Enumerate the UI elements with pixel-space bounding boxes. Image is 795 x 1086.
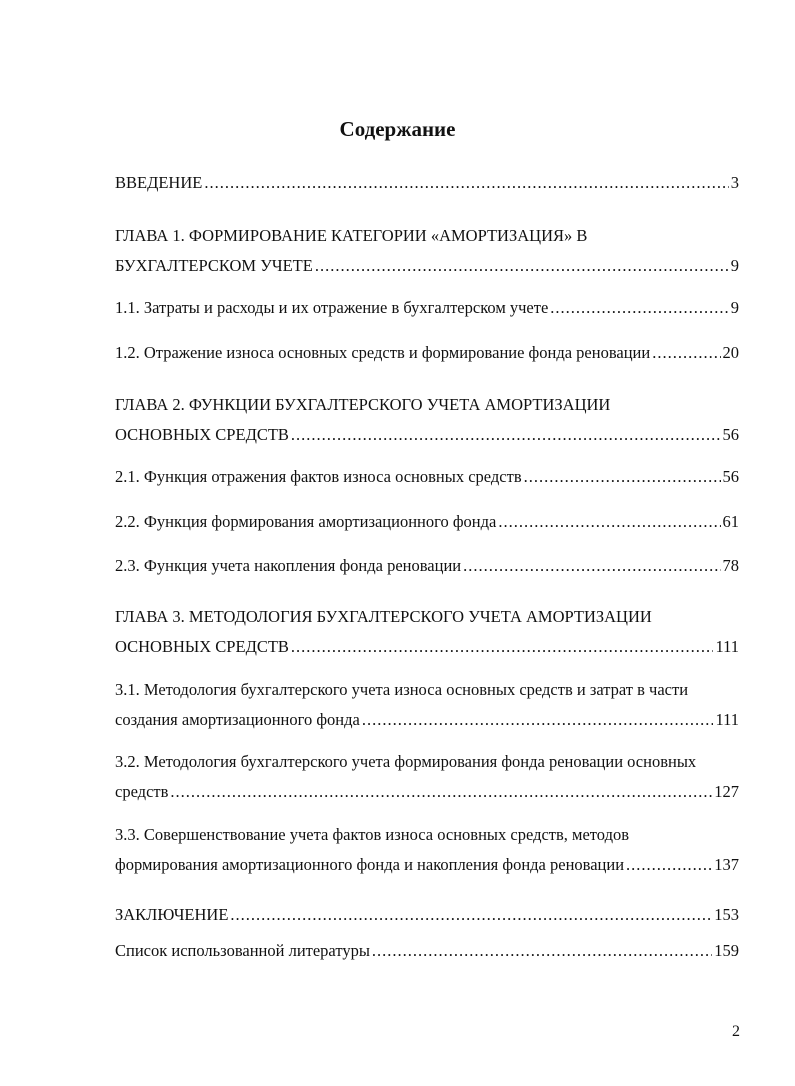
toc-page-number: 111 — [715, 710, 739, 729]
toc-page-number: 159 — [714, 941, 739, 960]
toc-entry-bibliography[interactable] — [115, 941, 739, 961]
toc-entry-text: 2.1. Функция отражения фактов износа основных средств — [115, 467, 522, 486]
toc-entry-text: формирования амортизационного фонда и накопления фонда реновации — [115, 855, 625, 874]
dot-leader — [652, 343, 720, 363]
dot-leader — [362, 710, 714, 730]
toc-line — [115, 425, 739, 445]
toc-page-number: 111 — [715, 637, 739, 656]
toc-page-number: 153 — [714, 905, 739, 924]
toc-page-number: 9 — [730, 256, 739, 275]
toc-entry-chapter-2[interactable] — [115, 395, 739, 445]
toc-entry-section-2-2[interactable] — [115, 512, 739, 532]
toc-line — [115, 637, 739, 657]
toc-entry-text: БУХГАЛТЕРСКОМ УЧЕТЕ — [115, 256, 313, 275]
toc-line — [115, 905, 739, 925]
toc-entry-text: 1.2. Отражение износа основных средств и формирование фонда реновации — [115, 343, 651, 362]
toc-entry-text: 3.2. Методология бухгалтерского учета формирования фонда реновации основных — [115, 752, 697, 771]
toc-page-number: 9 — [730, 298, 739, 317]
toc-line — [115, 855, 739, 875]
dot-leader — [463, 556, 720, 576]
toc-line — [115, 941, 739, 961]
toc-line — [115, 752, 739, 772]
toc-entry-text: ГЛАВА 3. МЕТОДОЛОГИЯ БУХГАЛТЕРСКОГО УЧЕТА АМОРТИЗАЦИИ — [115, 607, 652, 626]
toc-entry-text: ОСНОВНЫХ СРЕДСТВ — [115, 425, 289, 444]
dot-leader — [204, 173, 728, 193]
dot-leader — [170, 782, 712, 802]
toc-entry-text: 2.3. Функция учета накопления фонда реновации — [115, 556, 462, 575]
toc-entry-chapter-3[interactable] — [115, 607, 739, 657]
toc-entry-chapter-1[interactable] — [115, 226, 739, 276]
toc-page-number: 56 — [722, 425, 739, 444]
dot-leader — [626, 855, 712, 875]
toc-entry-conclusion[interactable] — [115, 905, 739, 925]
toc-entry-text: 3.3. Совершенствование учета фактов износа основных средств, методов — [115, 825, 630, 844]
dot-leader — [372, 941, 712, 961]
dot-leader — [291, 425, 721, 445]
toc-entry-text: 2.2. Функция формирования амортизационного фонда — [115, 512, 497, 531]
toc-line — [115, 226, 739, 246]
toc-entry-section-2-1[interactable] — [115, 467, 739, 487]
toc-entry-text: ГЛАВА 1. ФОРМИРОВАНИЕ КАТЕГОРИИ «АМОРТИЗАЦИЯ» В — [115, 226, 588, 245]
toc-entry-text: создания амортизационного фонда — [115, 710, 360, 729]
toc-line — [115, 395, 739, 415]
dot-leader — [550, 298, 728, 318]
toc-entry-text: ГЛАВА 2. ФУНКЦИИ БУХГАЛТЕРСКОГО УЧЕТА АМОРТИЗАЦИИ — [115, 395, 611, 414]
toc-page-number: 137 — [714, 855, 739, 874]
toc-line — [115, 710, 739, 730]
dot-leader — [291, 637, 714, 657]
toc-line — [115, 256, 739, 276]
toc-line — [115, 607, 739, 627]
toc-line — [115, 298, 739, 318]
toc-line — [115, 556, 739, 576]
toc-entry-text: 1.1. Затраты и расходы и их отражение в бухгалтерском учете — [115, 298, 549, 317]
toc-line — [115, 680, 739, 700]
toc-entry-text: ОСНОВНЫХ СРЕДСТВ — [115, 637, 289, 656]
toc-entry-text: средств — [115, 782, 169, 801]
toc-line — [115, 782, 739, 802]
toc-entry-section-1-1[interactable] — [115, 298, 739, 318]
dot-leader — [524, 467, 721, 487]
toc-page-number: 78 — [722, 556, 739, 575]
dot-leader — [230, 905, 712, 925]
page-number: 2 — [732, 1023, 740, 1040]
toc-page-number: 20 — [722, 343, 739, 362]
toc-page-number: 61 — [722, 512, 739, 531]
toc-line — [115, 343, 739, 363]
dot-leader — [498, 512, 720, 532]
toc-entry-text: 3.1. Методология бухгалтерского учета износа основных средств и затрат в части — [115, 680, 689, 699]
toc-entry-section-1-2[interactable] — [115, 343, 739, 363]
toc-entry-section-3-3[interactable] — [115, 825, 739, 875]
toc-entry-section-3-1[interactable] — [115, 680, 739, 730]
toc-entry-introduction[interactable] — [115, 173, 739, 193]
toc-line — [115, 467, 739, 487]
toc-line — [115, 512, 739, 532]
toc-page-number: 127 — [714, 782, 739, 801]
toc-entry-section-2-3[interactable] — [115, 556, 739, 576]
toc-entry-section-3-2[interactable] — [115, 752, 739, 802]
toc-entry-text: ЗАКЛЮЧЕНИЕ — [115, 905, 229, 924]
toc-line — [115, 173, 739, 193]
toc-page-number: 56 — [722, 467, 739, 486]
toc-entry-text: ВВЕДЕНИЕ — [115, 173, 203, 192]
toc-entry-text: Список использованной литературы — [115, 941, 370, 960]
toc-page-number: 3 — [730, 173, 739, 192]
toc-line — [115, 825, 739, 845]
page-title: Содержание — [339, 117, 456, 141]
dot-leader — [315, 256, 729, 276]
